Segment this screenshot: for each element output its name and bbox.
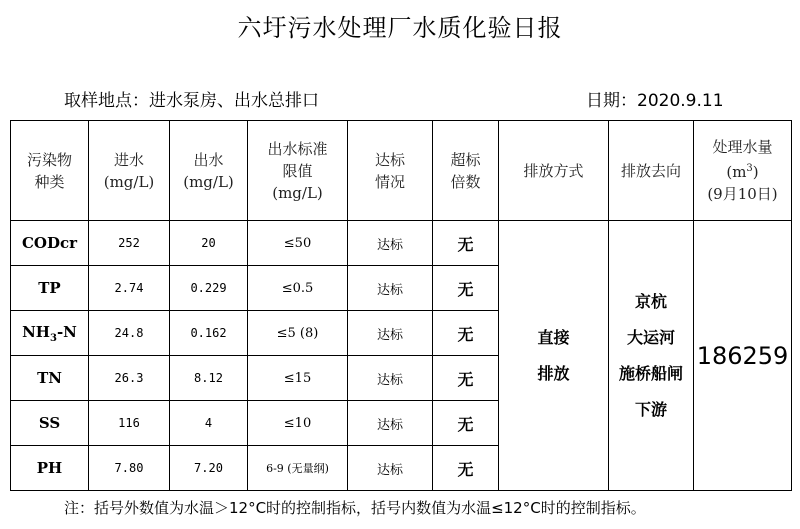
sampling-location: 取样地点：进水泵房、出水总排口 <box>64 91 319 111</box>
status-cell: 达标 <box>348 266 433 311</box>
limit-cell: ≤5 (8) <box>248 311 348 356</box>
influent-cell: 116 <box>89 401 170 446</box>
influent-cell: 7.80 <box>89 446 170 491</box>
influent-cell: 26.3 <box>89 356 170 401</box>
header-pollutant: 污染物 种类 <box>11 121 89 221</box>
report-date: 日期：2020.9.11 <box>586 91 724 111</box>
status-cell: 达标 <box>348 356 433 401</box>
effluent-cell: 7.20 <box>170 446 248 491</box>
influent-cell: 24.8 <box>89 311 170 356</box>
pollutant-cell: SS <box>11 401 89 446</box>
limit-cell: ≤50 <box>248 221 348 266</box>
pollutant-cell: CODcr <box>11 221 89 266</box>
influent-cell: 252 <box>89 221 170 266</box>
influent-cell: 2.74 <box>89 266 170 311</box>
header-status: 达标 情况 <box>348 121 433 221</box>
header-limit: 出水标准 限值 (mg/L) <box>248 121 348 221</box>
table-row <box>11 221 792 266</box>
pollutant-cell: PH <box>11 446 89 491</box>
effluent-cell: 0.229 <box>170 266 248 311</box>
effluent-cell: 4 <box>170 401 248 446</box>
status-cell: 达标 <box>348 221 433 266</box>
table-header-row <box>11 121 792 221</box>
water-quality-table <box>10 120 792 491</box>
exceed-cell: 无 <box>433 311 499 356</box>
exceed-cell: 无 <box>433 401 499 446</box>
header-discharge-method: 排放方式 <box>499 121 609 221</box>
header-influent: 进水 (mg/L) <box>89 121 170 221</box>
pollutant-cell: TN <box>11 356 89 401</box>
exceed-cell: 无 <box>433 446 499 491</box>
status-cell: 达标 <box>348 401 433 446</box>
limit-cell: ≤10 <box>248 401 348 446</box>
limit-cell: ≤0.5 <box>248 266 348 311</box>
status-cell: 达标 <box>348 311 433 356</box>
exceed-cell: 无 <box>433 221 499 266</box>
footnote: 注：括号外数值为水温＞12°C时的控制指标，括号内数值为水温≤12°C时的控制指标。 <box>64 499 646 517</box>
effluent-cell: 8.12 <box>170 356 248 401</box>
status-cell: 达标 <box>348 446 433 491</box>
discharge-dest-cell: 京杭 大运河 施桥船闸 下游 <box>609 221 694 491</box>
header-volume: 处理水量 $(m^3)$ (9月10日) <box>694 121 792 221</box>
treated-volume-cell: 186259 <box>694 221 792 491</box>
header-effluent: 出水 (mg/L) <box>170 121 248 221</box>
pollutant-cell: TP <box>11 266 89 311</box>
discharge-method-cell: 直接 排放 <box>499 221 609 491</box>
limit-cell: ≤15 <box>248 356 348 401</box>
report-title: 六圩污水处理厂水质化验日报 <box>237 14 563 42</box>
limit-cell: 6-9 (无量纲) <box>248 446 348 491</box>
exceed-cell: 无 <box>433 356 499 401</box>
pollutant-cell: $NH_3-N$ <box>11 311 89 356</box>
effluent-cell: 0.162 <box>170 311 248 356</box>
header-exceed: 超标 倍数 <box>433 121 499 221</box>
effluent-cell: 20 <box>170 221 248 266</box>
header-discharge-dest: 排放去向 <box>609 121 694 221</box>
exceed-cell: 无 <box>433 266 499 311</box>
